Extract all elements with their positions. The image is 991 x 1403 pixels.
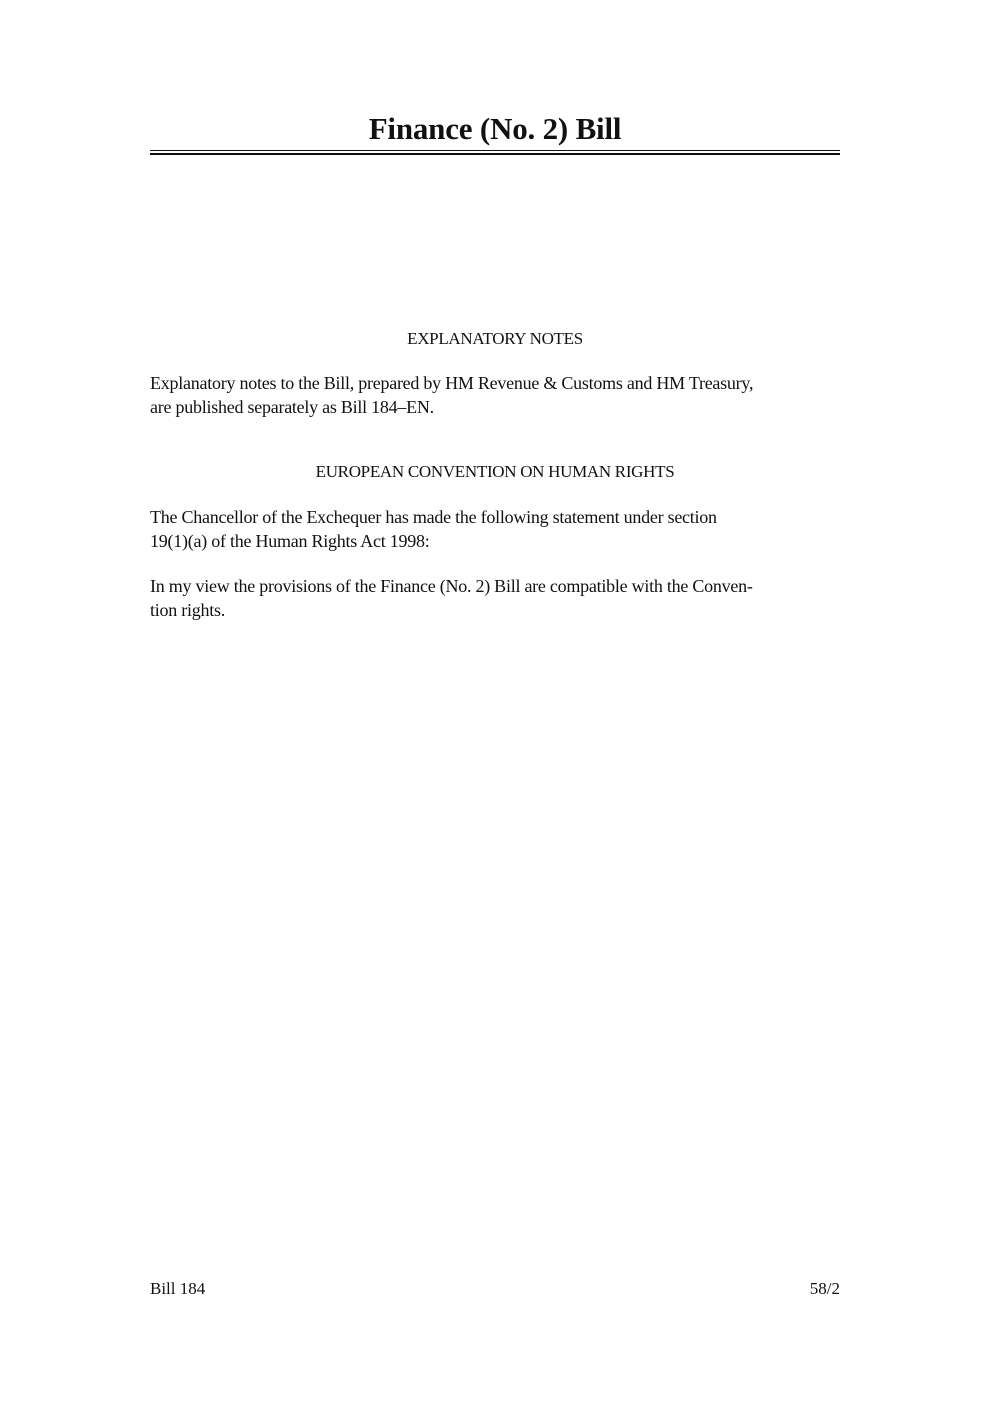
page-title: Finance (No. 2) Bill (368, 111, 622, 146)
title-rule-thin (150, 150, 840, 151)
echr-statement-line-1: In my view the provisions of the Finance (No. 2) Bill are compatible with the Conven- (150, 576, 753, 596)
print-reference: 58/2 (809, 1279, 840, 1298)
echr-intro-line-1: The Chancellor of the Exchequer has made the following statement under section (150, 507, 717, 527)
bill-number: Bill 184 (150, 1279, 206, 1298)
echr-statement-line-2: tion rights. (150, 600, 226, 620)
explanatory-notes-line-2: are published separately as Bill 184–EN. (150, 397, 434, 417)
echr-heading: EUROPEAN CONVENTION ON HUMAN RIGHTS (315, 462, 675, 481)
title-rule-thick (150, 153, 840, 155)
explanatory-notes-heading: EXPLANATORY NOTES (407, 329, 583, 348)
echr-intro-line-2: 19(1)(a) of the Human Rights Act 1998: (150, 531, 430, 551)
explanatory-notes-line-1: Explanatory notes to the Bill, prepared by HM Revenue & Customs and HM Treasury, (150, 373, 754, 393)
